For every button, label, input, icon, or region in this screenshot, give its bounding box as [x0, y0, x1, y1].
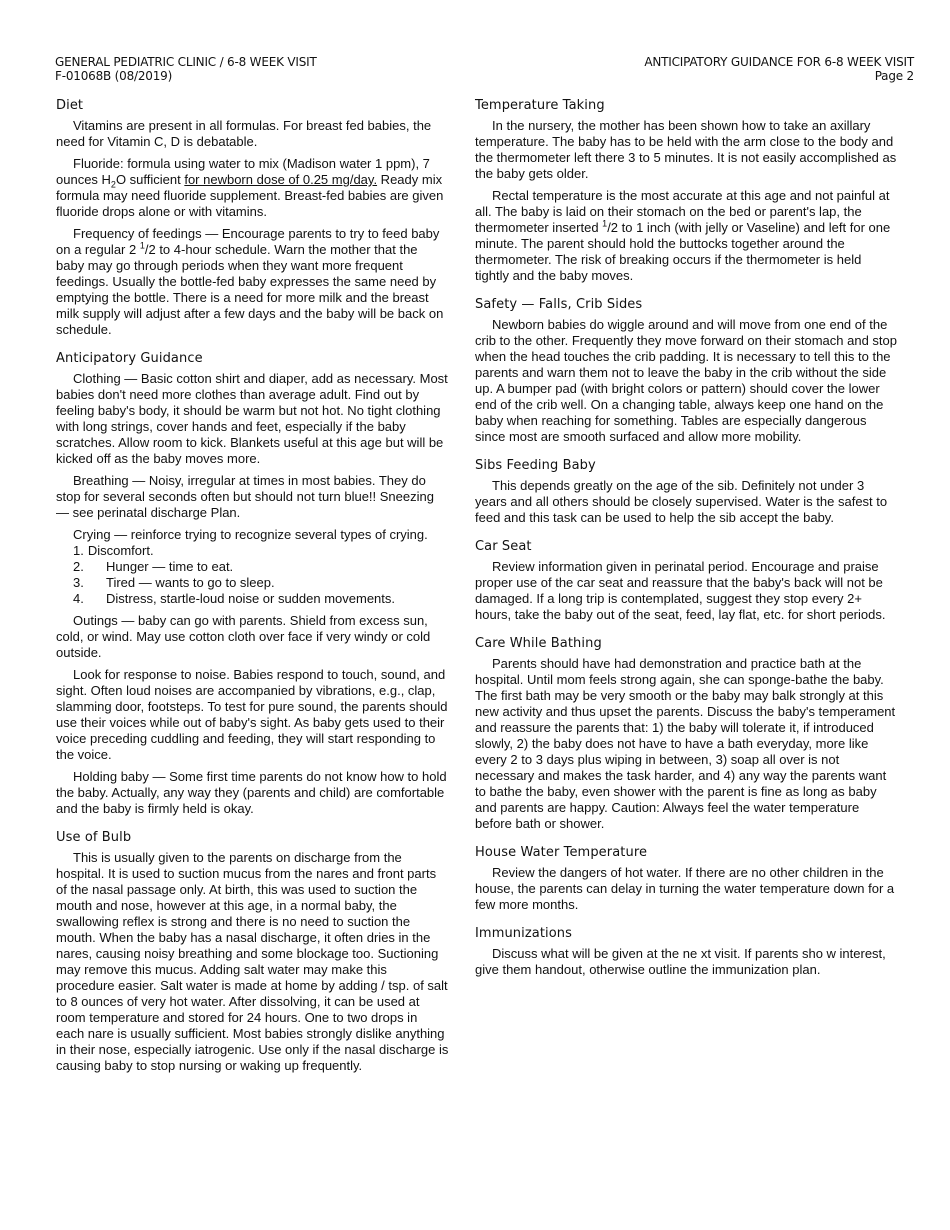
left-column — [56, 97, 449, 1086]
paragraph-rectal: Rectal temperature is the most accurate at this age and not painful at all. The baby is laid on their stomach on the bed or parent's lap, the thermometer inserted $^1$/2 to 1 inch (with jelly or Vaseline) and left for one minute. The parent should hold the buttocks together around the thermometer. The risk of breaking occurs if the thermometer is held tightly and the baby moves. — [475, 188, 891, 283]
underlined-dose: for newborn dose of 0.25 mg/day. — [184, 172, 378, 187]
section-title: Immunizations — [475, 926, 573, 941]
paragraph: Breathing — Noisy, irregular at times in most babies. They do stop for several seconds often but should not turn blue!! Sneezing — see perinatal discharge Plan. — [56, 473, 434, 520]
form-number: F-01068B (08/2019) — [55, 69, 173, 83]
list-item: 3. Tired — wants to go to sleep. — [73, 575, 275, 590]
section-title: Sibs Feeding Baby — [475, 458, 596, 473]
section-diet — [56, 97, 449, 338]
paragraph: Vitamins are present in all formulas. For breast fed babies, the need for Vitamin C, D is debatable. — [56, 118, 432, 149]
paragraph: Outings — baby can go with parents. Shield from excess sun, cold, or wind. May use cotton cloth over face if very windy or cold outside. — [56, 613, 431, 660]
section-use-of-bulb — [56, 829, 449, 1074]
header-left — [55, 55, 317, 83]
section-title: Anticipatory Guidance — [56, 351, 203, 366]
paragraph-fluoride: Fluoride: formula using water to mix (Madison water 1 ppm), 7 ounces $H_2O$ sufficient for newborn dose of 0.25 mg/day. Ready mix formula may need fluoride supplement. Breast-fed babies are given fluoride drops alone or with vitamins. — [56, 156, 444, 219]
document-title: ANTICIPATORY GUIDANCE FOR 6-8 WEEK VISIT — [644, 55, 914, 69]
paragraph: Review the dangers of hot water. If there are no other children in the house, the parents can delay in turning the water temperature down for a few more months. — [475, 865, 895, 912]
section-title: Diet — [56, 98, 84, 113]
list-item: 1. Discomfort. — [73, 543, 154, 558]
paragraph: This depends greatly on the age of the sib. Definitely not under 3 years and all others should be closely supervised. Water is the safest to feed and this task can be used to help the sib accept the baby. — [475, 478, 888, 525]
section-title: Use of Bulb — [56, 830, 132, 845]
paragraph: In the nursery, the mother has been shown how to take an axillary temperature. The baby has to be held with the arm close to the body and the thermometer left there 3 to 5 minutes. It is not easily accomplished as the baby gets older. — [475, 118, 897, 181]
section-title: Care While Bathing — [475, 636, 602, 651]
section-car-seat — [475, 538, 897, 623]
section-anticipatory-guidance — [56, 350, 449, 817]
paragraph-feedings: Frequency of feedings — Encourage parents to try to feed baby on a regular 2 $^1$/2 to 4-hour schedule. Warn the mother that the baby may go through periods when they want more frequent feedings. Usually the bottle-fed baby expresses the same need by emptying the bottle. There is a need for more milk and the breast milk supply will adjust after a few days and the baby will be back on schedule. — [56, 226, 444, 337]
page-number: Page 2 — [874, 69, 914, 83]
paragraph: Review information given in perinatal period. Encourage and praise proper use of the car seat and reassure that the baby's back will not be damaged. If a long trip is contemplated, suggest they stop every 2+ hours, take the baby out of the seat, feed, lay flat, etc. for short periods. — [475, 559, 886, 622]
paragraph: Holding baby — Some first time parents do not know how to hold the baby. Actually, any way they (parents and child) are comfortable and the baby is firmly held is okay. — [56, 769, 447, 816]
section-immunizations — [475, 925, 897, 978]
paragraph: Parents should have had demonstration and practice bath at the hospital. Until mom feels strong again, she can sponge-bathe the baby. The first bath may be very smooth or the baby may balk strongly at this new activity and thus upset the parents. Discuss the baby's temperament and reassure the parents that: 1) the baby will tolerate it, if introduced slowly, 2) the baby does not have to have a bath everyday, more like every 2 to 3 days plus wiping in between, 3) soap all over is not necessary and makes the task harder, and 4) any way the parents want to bathe the baby, even shower with the parent is fine as long as baby and parents are happy. Caution: Always feel the water temperature before bath or shower. — [475, 656, 896, 831]
section-temperature-taking — [475, 97, 897, 284]
section-safety — [475, 296, 897, 445]
section-sibs-feeding — [475, 457, 897, 526]
paragraph: Look for response to noise. Babies respond to touch, sound, and sight. Often loud noises are accompanied by vibrations, e.g., clap, slamming door, footsteps. To test for pure sound, the parents should use their voices while out of baby's sight. As baby gets used to their voice preceding cuddling and feeding, they will start responding to the voice. — [56, 667, 448, 762]
paragraph: This is usually given to the parents on discharge from the hospital. It is used to suction mucus from the nares and front parts of the nasal passage only. At birth, this was used to suction the mouth and nose, however at this age, in a normal baby, the swallowing reflex is strong and there is no need to suction the mouth. When the baby has a nasal discharge, it often dries in the nares, causing noisy breathing and some blockage too. Suctioning may remove this mucus. Adding salt water may make this procedure easier. Salt water is made at home by adding / tsp. of salt to 8 ounces of very hot water. After dissolving, it can be used at room temperature and stored for 24 hours. One to two drops in each nare is usually sufficient. Most babies strongly dislike anything in their nose, especially iatrogenic. Use only if the nasal discharge is causing baby to stop nursing or waking up frequently. — [56, 850, 449, 1073]
list-item: 4. Distress, startle-loud noise or sudden movements. — [73, 591, 396, 606]
section-care-while-bathing — [475, 635, 897, 832]
header-right — [644, 55, 914, 83]
right-column — [475, 97, 897, 990]
section-title: Safety — Falls, Crib Sides — [475, 297, 643, 312]
paragraph: Clothing — Basic cotton shirt and diaper, add as necessary. Most babies don't need more clothes than average adult. Find out by feeling baby's body, it should be warm but not hot. No tight clothing with long strings, cover hands and feet, especially if the baby scratches. Allow room to kick. Blankets useful at this age but will be kicked off as the baby moves more. — [56, 371, 448, 466]
list-item: 2. Hunger — time to eat. — [73, 559, 234, 574]
section-title: Car Seat — [475, 539, 532, 554]
section-title: House Water Temperature — [475, 845, 648, 860]
clinic-title: GENERAL PEDIATRIC CLINIC / 6-8 WEEK VISIT — [55, 55, 317, 69]
section-house-water-temperature — [475, 844, 897, 913]
paragraph: Newborn babies do wiggle around and will move from one end of the crib to the other. Frequently they move forward on their stomach and stop when the head touches the crib padding. It is necessary to tell this to the parents and warn them not to leave the baby in the crib without the side up. A bumper pad (with bright colors or pattern) should cover the lower end of the crib well. On a changing table, always keep one hand on the baby when reaching for something. Tables are especially dangerous since most are smooth surfaced and allow more mobility. — [475, 317, 897, 444]
crying-list — [56, 543, 449, 607]
paragraph: Discuss what will be given at the ne xt visit. If parents sho w interest, give them handout, otherwise outline the immunization plan. — [475, 946, 886, 977]
paragraph: Crying — reinforce trying to recognize several types of crying. — [73, 527, 428, 542]
section-title: Temperature Taking — [475, 98, 605, 113]
